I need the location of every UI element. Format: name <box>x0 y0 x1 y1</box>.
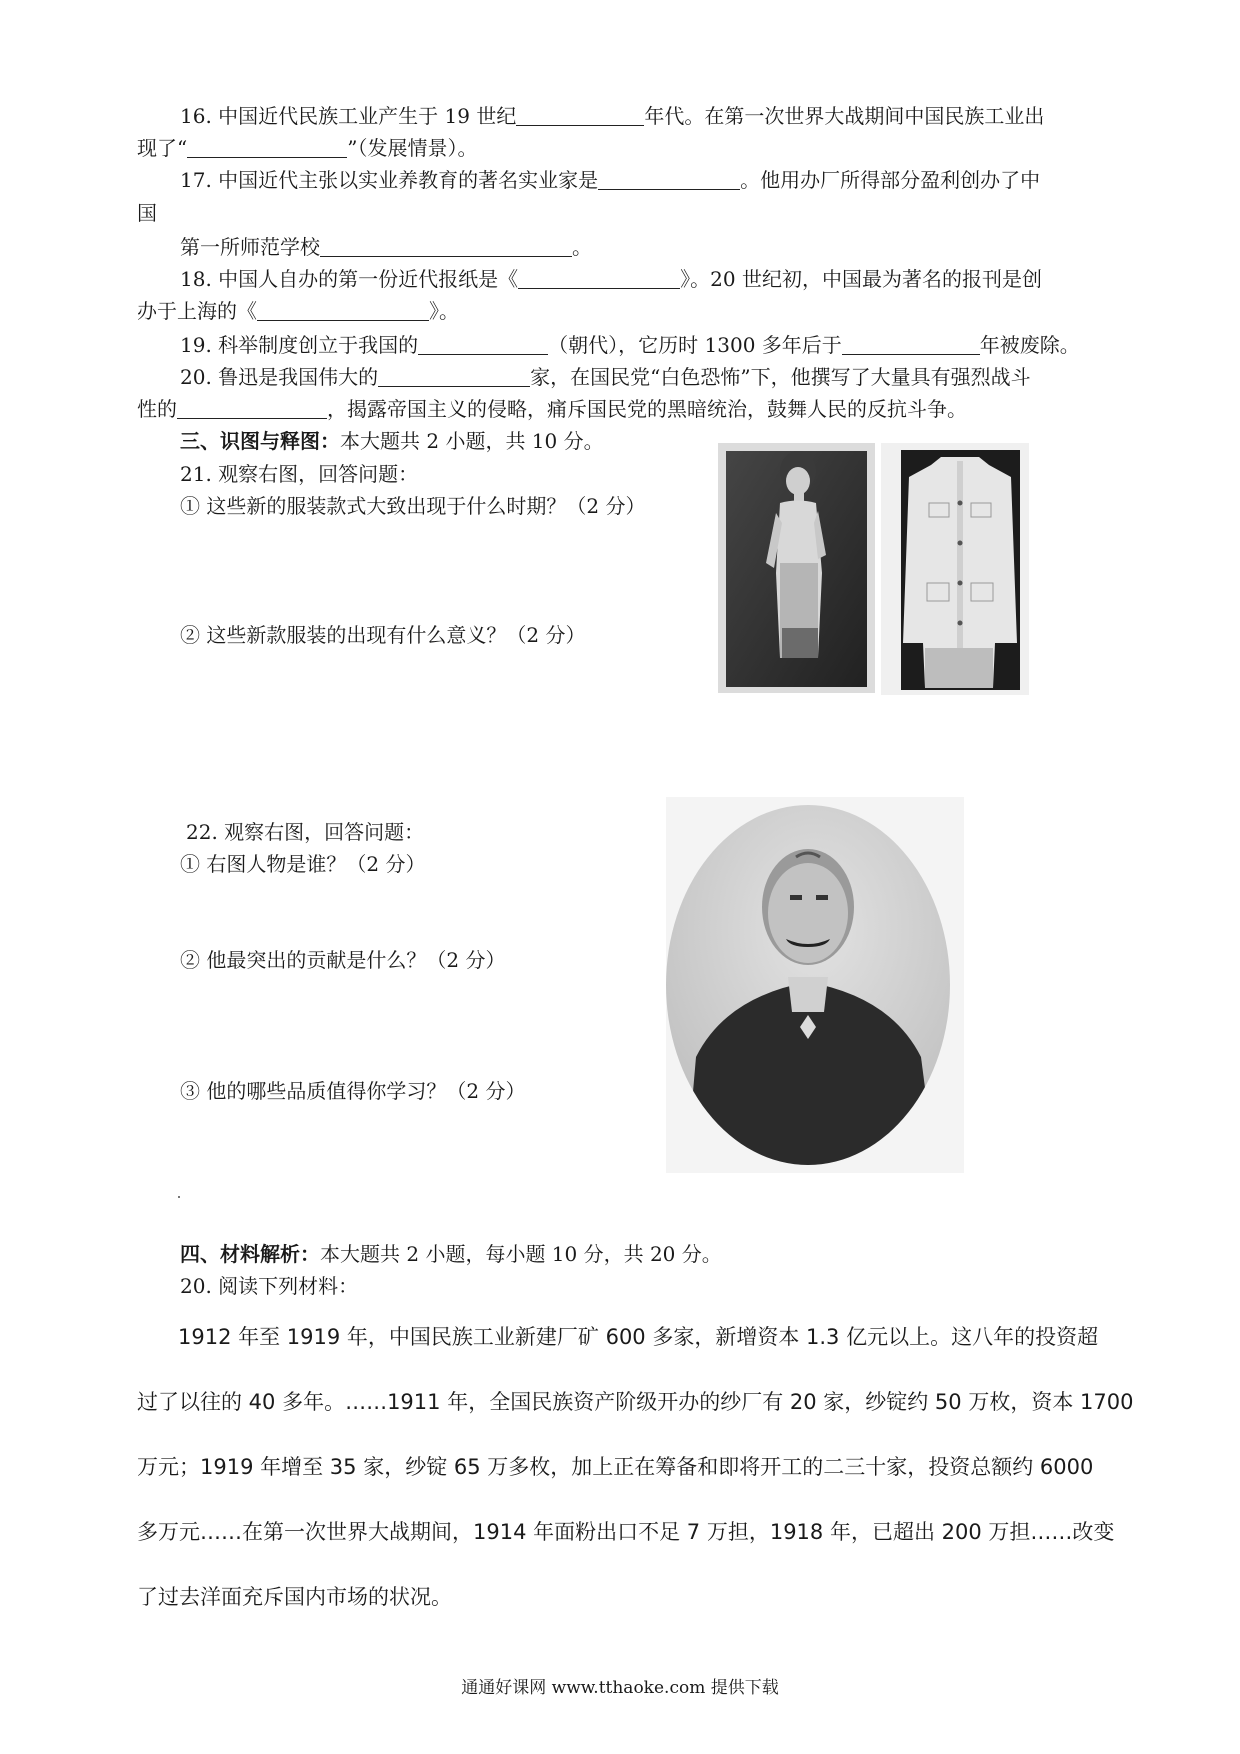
q21-sub1: ① 这些新的服装款式大致出现于什么时期？（2 分） <box>180 494 646 518</box>
q21-prompt: 21. 观察右图，回答问题： <box>180 462 419 486</box>
q18-blank-1[interactable] <box>518 268 680 289</box>
q20b-prompt: 20. 阅读下列材料： <box>180 1274 359 1298</box>
material-line-4: 多万元……在第一次世界大战期间，1914 年面粉出口不足 7 万担，1918 年，已超出 200 万担……改变 <box>137 1520 1115 1544</box>
q17-line2: 国 <box>137 201 157 225</box>
q20-blank-2[interactable] <box>177 398 327 419</box>
q20-line1: 20. 鲁迅是我国伟大的 家，在国民党“白色恐怖”下，他撰写了大量具有强烈战斗 <box>180 365 1031 389</box>
zhongshan-suit-illustration <box>881 443 1029 695</box>
zhongshan-suit-photo <box>881 443 1029 695</box>
section4-heading: 四、材料解析：本大题共 2 小题，每小题 10 分，共 20 分。 <box>180 1242 722 1266</box>
portrait-photo <box>666 797 964 1173</box>
portrait-illustration <box>666 797 964 1173</box>
q19-line1: 19. 科举制度创立于我国的 （朝代），它历时 1300 多年后于 年被废除。 <box>180 333 1080 357</box>
material-line-5: 了过去洋面充斥国内市场的状况。 <box>137 1585 452 1609</box>
q22-sub2: ② 他最突出的贡献是什么？（2 分） <box>180 948 506 972</box>
section3-heading: 三、识图与释图：本大题共 2 小题，共 10 分。 <box>180 429 604 453</box>
q22-sub3: ③ 他的哪些品质值得你学习？（2 分） <box>180 1079 526 1103</box>
q19-blank-2[interactable] <box>842 334 980 355</box>
material-line-3: 万元；1919 年增至 35 家，纱锭 65 万多枚，加上正在筹备和即将开工的二三十家，投资总额约 6000 <box>137 1455 1094 1479</box>
stray-mark <box>178 1196 180 1198</box>
q22-prompt: 22. 观察右图，回答问题： <box>186 820 425 844</box>
q16-blank-2[interactable] <box>187 137 347 158</box>
q17-line1: 17. 中国近代主张以实业养教育的著名实业家是 。他用办厂所得部分盈利创办了中 <box>180 168 1041 192</box>
qipao-illustration <box>718 443 875 693</box>
q21-sub2: ② 这些新款服装的出现有什么意义？（2 分） <box>180 623 586 647</box>
page-footer: 通通好课网 www.tthaoke.com 提供下载 <box>461 1678 779 1698</box>
q18-line2: 办于上海的《 》。 <box>137 299 459 323</box>
q18-blank-2[interactable] <box>257 300 429 321</box>
q17-blank-2[interactable] <box>320 236 572 257</box>
q22-sub1: ① 右图人物是谁？（2 分） <box>180 852 426 876</box>
q17-line3: 第一所师范学校 。 <box>180 235 592 259</box>
q19-blank-1[interactable] <box>418 334 548 355</box>
q16-blank-1[interactable] <box>516 105 644 126</box>
q20-line2: 性的 ，揭露帝国主义的侵略，痛斥国民党的黑暗统治，鼓舞人民的反抗斗争。 <box>137 397 967 421</box>
material-line-1: 1912 年至 1919 年，中国民族工业新建厂矿 600 多家，新增资本 1.3 亿元以上。这八年的投资超 <box>178 1325 1099 1349</box>
q20-blank-1[interactable] <box>378 366 530 387</box>
qipao-photo <box>718 443 875 693</box>
material-line-2: 过了以往的 40 多年。……1911 年，全国民族资产阶级开办的纱厂有 20 家，纱锭约 50 万枚，资本 1700 <box>137 1390 1134 1414</box>
q16-line1: 16. 中国近代民族工业产生于 19 世纪 年代。在第一次世界大战期间中国民族工业出 <box>180 104 1045 128</box>
q16-line2: 现了“ ”（发展情景）。 <box>137 136 478 160</box>
q18-line1: 18. 中国人自办的第一份近代报纸是《 》。20 世纪初，中国最为著名的报刊是创 <box>180 267 1042 291</box>
q17-blank-1[interactable] <box>598 169 740 190</box>
